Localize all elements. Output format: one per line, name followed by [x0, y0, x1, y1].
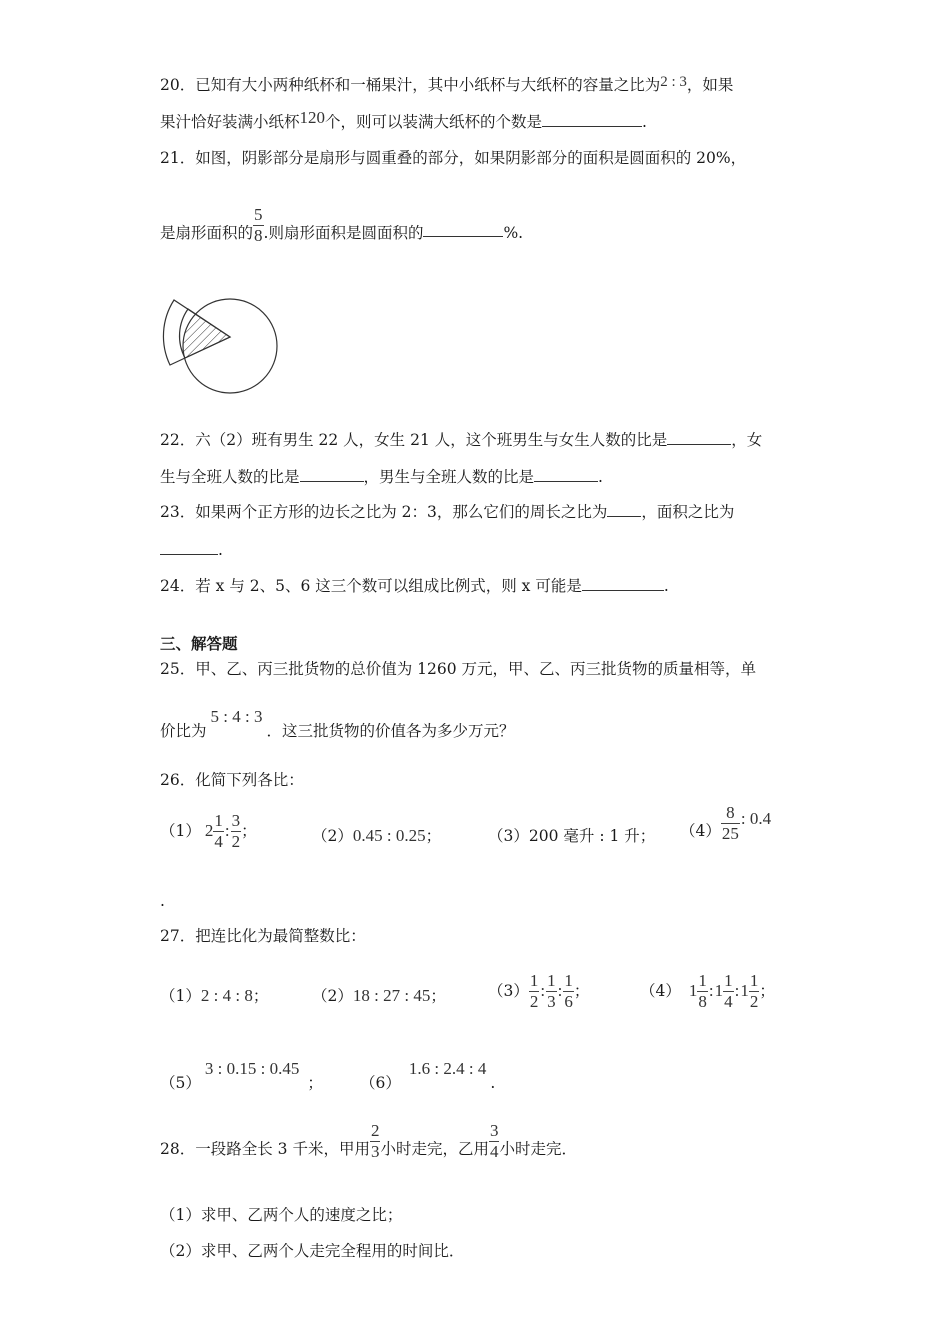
q26-title: 26．化简下列各比：	[160, 771, 304, 789]
frac-num: 1	[214, 811, 223, 830]
q26-p4-frac	[721, 804, 740, 842]
q22-blank-1[interactable]	[667, 430, 731, 445]
whole-number: 1	[740, 981, 749, 1000]
frac-num: 1	[749, 971, 759, 990]
colon: :	[540, 981, 546, 1000]
q23-line1	[160, 501, 734, 523]
q27-p1-end: ；	[252, 987, 269, 1005]
q23-text-b: ，面积之比为	[641, 503, 735, 521]
colon: :	[557, 981, 563, 1000]
q23-blank-2[interactable]	[160, 540, 218, 555]
q20-answer-blank[interactable]	[542, 112, 642, 127]
q26-p2-label: （2）	[312, 827, 353, 845]
q26-p2-expr: 0.45 : 0.25	[352, 826, 426, 845]
q22-text-c: 生与全班人数的比是	[160, 468, 300, 486]
q27-p5-label: （5）	[160, 1074, 201, 1092]
colon: :	[708, 981, 714, 1000]
q20-ratio: 2 : 3	[660, 74, 687, 90]
q27-p6-label: （6）	[360, 1074, 401, 1092]
q27-p5-end: ；	[307, 1074, 323, 1092]
q27-part6	[360, 1059, 496, 1094]
q27-p5-expr: 3 : 0.15 : 0.45	[204, 1059, 300, 1078]
frac-den: 6	[564, 992, 573, 1011]
q23-end: .	[218, 541, 223, 559]
q27-p6-end: .	[490, 1074, 496, 1092]
frac-den: 2	[749, 992, 759, 1011]
whole-number: 1	[688, 981, 698, 1000]
q24-blank[interactable]	[582, 576, 664, 591]
q25-text-a: 价比为	[160, 722, 207, 740]
q22-text-b: ，女	[731, 431, 763, 449]
q27-p6-expr: 1.6 : 2.4 : 4	[408, 1059, 487, 1078]
q26-p1-frac1	[213, 812, 224, 850]
q21-text-a: 是扇形面积的	[160, 224, 254, 242]
q28-text-c: 小时走完．	[499, 1140, 577, 1158]
frac-num: 1	[564, 971, 573, 990]
q26-p3-expr: 200 毫升 : 1 升	[528, 827, 640, 845]
q27-p1-expr: 2 : 4 : 8	[200, 986, 253, 1005]
q22-end: .	[598, 468, 603, 486]
q22-line2	[160, 466, 603, 488]
q26-p1-frac2	[231, 812, 242, 850]
q28-frac2	[489, 1122, 500, 1160]
q27-p4-end: ；	[759, 982, 775, 1000]
q26-p2-end: ；	[425, 827, 442, 845]
q26-p1-whole: 2	[204, 821, 214, 840]
q24-line1	[160, 575, 669, 597]
q25-ratio: 5 : 4 : 3	[210, 707, 263, 726]
q27-part3	[488, 965, 589, 1016]
q27-p4-frac2	[723, 972, 734, 1010]
q22-blank-2[interactable]	[300, 467, 364, 482]
q20-text-b: ，如果	[686, 76, 734, 94]
q28-part2: （2）求甲、乙两个人走完全程用的时间比．	[160, 1242, 465, 1260]
frac-den: 3	[370, 1142, 380, 1161]
q27-p2-end: ；	[430, 987, 446, 1005]
q28-part1: （1）求甲、乙两个人的速度之比；	[160, 1206, 403, 1224]
q21-frac-den: 8	[254, 226, 263, 245]
frac-den: 4	[214, 832, 223, 851]
frac-den: 3	[547, 992, 556, 1011]
q26-part4	[680, 805, 772, 856]
q26-trailing-dot: .	[160, 892, 165, 910]
q27-p2-expr: 18 : 27 : 45	[352, 986, 431, 1005]
q23-line2	[160, 539, 223, 561]
q20-end: .	[642, 113, 647, 131]
frac-den: 25	[721, 824, 739, 843]
q25-text-b: ．这三批货物的价值各为多少万元？	[266, 722, 515, 740]
q21-text-b: .则扇形面积是圆面积的	[263, 224, 424, 242]
frac-den: 2	[231, 832, 241, 851]
q21-figure-circle-sector	[160, 290, 290, 405]
q25-line2	[160, 707, 515, 742]
frac-num: 2	[370, 1121, 380, 1140]
q27-part4	[640, 965, 775, 1016]
frac-num: 1	[724, 971, 733, 990]
q26-part2	[312, 825, 441, 847]
q27-title: 27．把连比化为最简整数比：	[160, 927, 366, 945]
q20-line2	[160, 108, 647, 133]
q26-p4-label: （4）	[680, 822, 721, 840]
q27-p3-label: （3）	[488, 982, 529, 1000]
q22-text-d: ，男生与全班人数的比是	[363, 468, 535, 486]
q21-end: %.	[503, 224, 524, 242]
q26-part1	[160, 805, 257, 856]
q27-p2-label: （2）	[312, 987, 353, 1005]
frac-num: 1	[547, 971, 556, 990]
colon: :	[734, 981, 740, 1000]
q26-p3-end: ；	[639, 827, 656, 845]
q22-blank-3[interactable]	[534, 467, 598, 482]
q26-part3	[488, 825, 655, 847]
q27-part5	[160, 1059, 323, 1094]
q26-p1-colon: :	[224, 821, 230, 840]
q20-line1	[160, 74, 733, 97]
q28-line1	[160, 1120, 577, 1177]
q21-line2	[160, 207, 523, 258]
frac-den: 8	[698, 992, 707, 1011]
q27-part2	[312, 985, 446, 1007]
shaded-overlap	[163, 300, 230, 365]
q25-line1: 25．甲、乙、丙三批货物的总价值为 1260 万元，甲、乙、丙三批货物的质量相等，单	[160, 660, 757, 678]
q27-p3-frac1	[529, 972, 540, 1010]
frac-num: 1	[698, 971, 707, 990]
q22-line1	[160, 429, 762, 451]
q27-p3-frac3	[563, 972, 574, 1010]
q28-frac1	[370, 1122, 381, 1160]
q27-p4-frac1	[697, 972, 708, 1010]
q24-end: .	[663, 577, 669, 595]
frac-den: 4	[724, 992, 733, 1011]
frac-den: 2	[529, 992, 539, 1011]
q28-text-b: 小时走完，乙用	[380, 1140, 489, 1158]
q23-blank-1[interactable]	[607, 502, 641, 517]
q21-frac-num: 5	[254, 205, 263, 224]
section-heading: 三、解答题	[160, 634, 238, 653]
q20-text-c: 果汁恰好装满小纸杯	[160, 113, 300, 131]
q26-p4-rest: : 0.4	[740, 809, 772, 828]
q26-p1-label: （1）	[160, 822, 201, 840]
frac-num: 8	[726, 803, 735, 822]
q20-number: 120	[299, 108, 326, 127]
frac-num: 3	[489, 1121, 499, 1140]
q28-text-a: 28．一段路全长 3 千米，甲用	[160, 1140, 370, 1158]
q27-p4-label: （4）	[640, 982, 681, 1000]
q27-p4-frac3	[749, 972, 760, 1010]
q21-line1: 21．如图，阴影部分是扇形与圆重叠的部分，如果阴影部分的面积是圆面积的 20%，	[160, 149, 747, 167]
q27-p3-end: ；	[573, 982, 590, 1000]
whole-number: 1	[714, 981, 724, 1000]
frac-num: 3	[231, 811, 241, 830]
q21-fraction	[253, 206, 264, 244]
q24-text-a: 24．若 x 与 2、5、6 这三个数可以组成比例式，则 x 可能是	[160, 577, 582, 595]
q20-text-a: 20．已知有大小两种纸杯和一桶果汁，其中小纸杯与大纸杯的容量之比为	[160, 76, 661, 94]
q20-text-d: 个，则可以装满大纸杯的个数是	[325, 113, 543, 131]
q22-text-a: 22．六（2）班有男生 22 人，女生 21 人，这个班男生与女生人数的比是	[160, 431, 668, 449]
q27-part1	[160, 985, 268, 1007]
q27-p1-label: （1）	[160, 987, 201, 1005]
frac-num: 1	[529, 971, 539, 990]
frac-den: 4	[489, 1142, 499, 1161]
q26-p3-label: （3）	[488, 827, 529, 845]
q27-p3-frac2	[546, 972, 557, 1010]
q23-text-a: 23．如果两个正方形的边长之比为 2：3，那么它们的周长之比为	[160, 503, 608, 521]
q26-p1-end: ；	[241, 822, 257, 840]
q21-answer-blank[interactable]	[423, 222, 503, 237]
